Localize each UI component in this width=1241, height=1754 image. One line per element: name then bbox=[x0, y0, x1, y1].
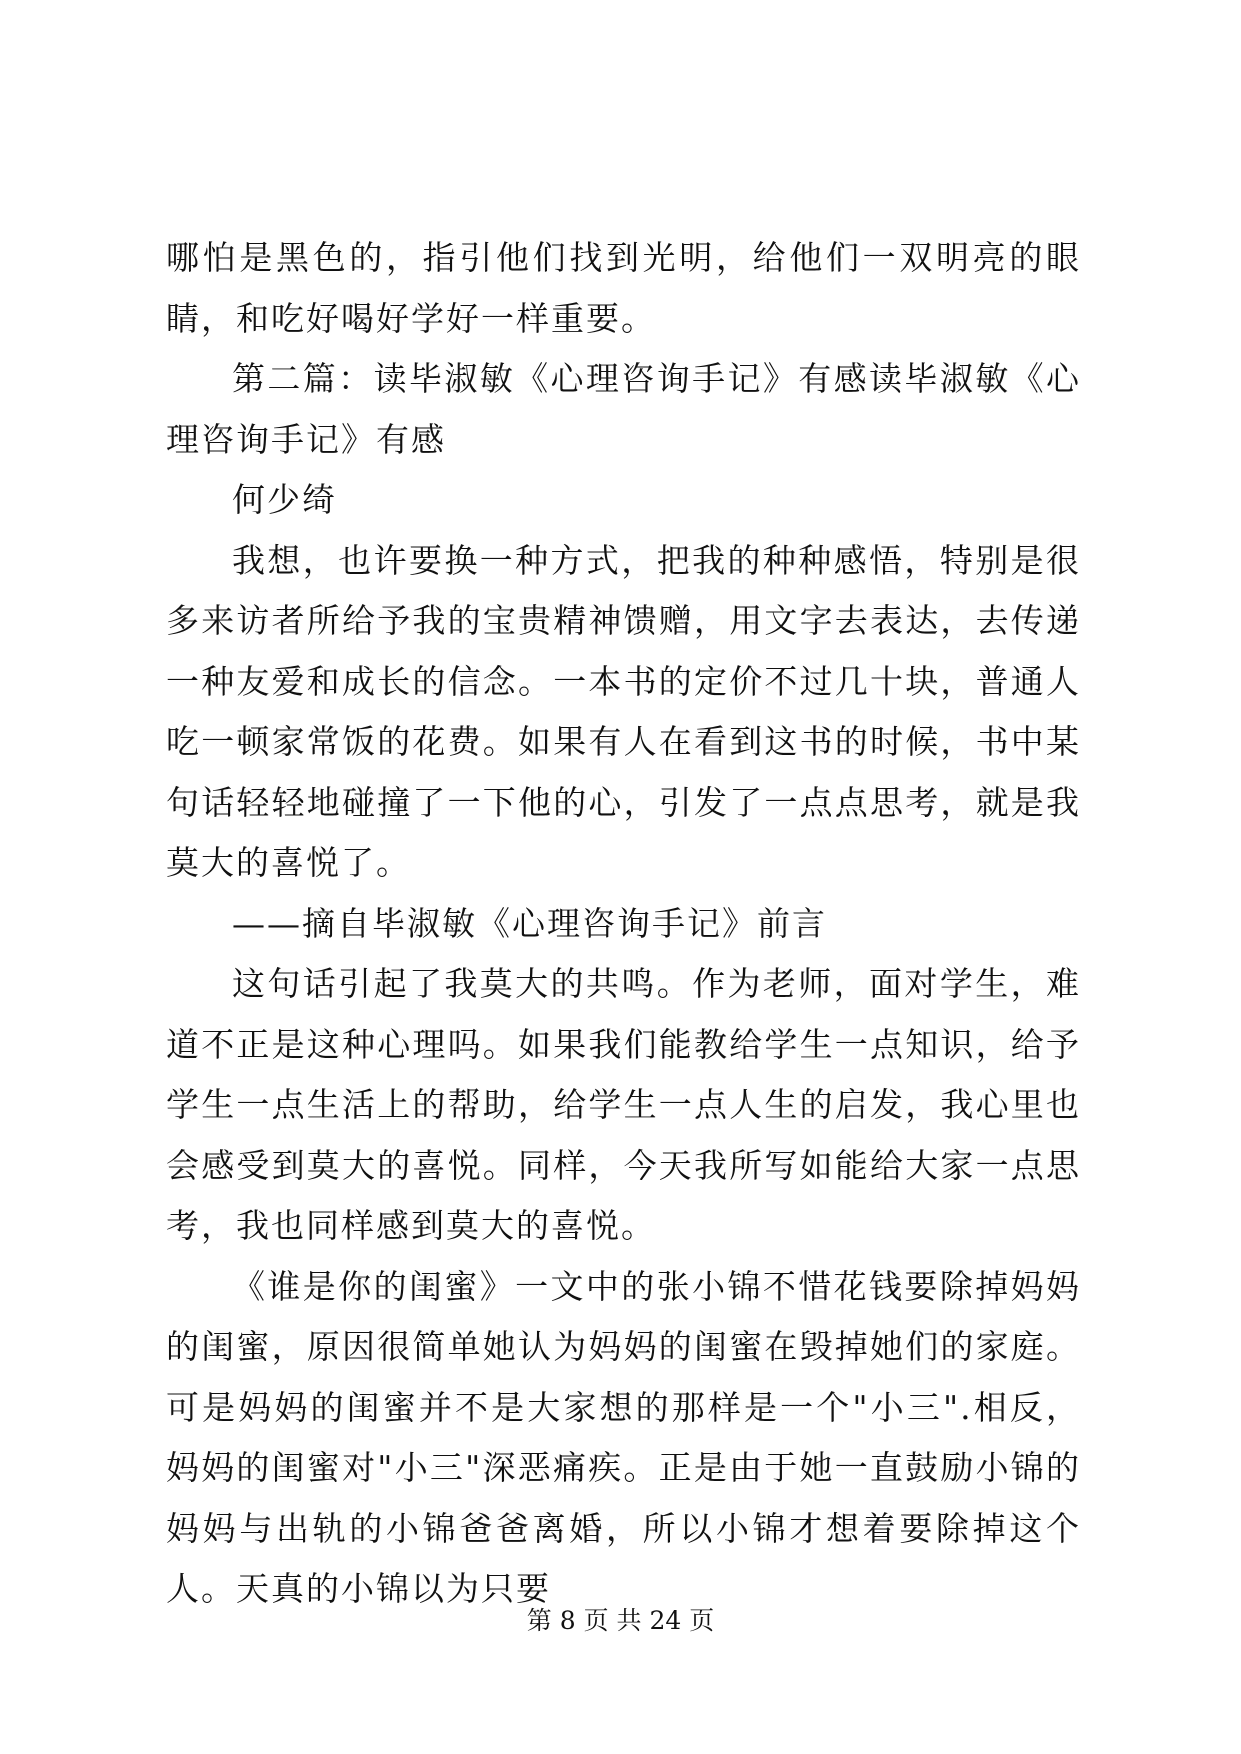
body-text bbox=[166, 228, 1081, 1620]
page-footer: 第 8 页 共 24 页 bbox=[526, 1606, 715, 1635]
body-paragraph: 这句话引起了我莫大的共鸣。作为老师，面对学生，难道不正是这种心理吗。如果我们能教给学生一点知识，给予学生一点生活上的帮助，给学生一点人生的启发，我心里也会感受到莫大的喜悦。同样，今天我所写如能给大家一点思考，我也同样感到莫大的喜悦。 bbox=[166, 964, 1081, 1245]
section-title: 第二篇：读毕淑敏《心理咨询手记》有感读毕淑敏《心理咨询手记》有感 bbox=[166, 359, 1081, 459]
author-name: 何少绮 bbox=[232, 480, 337, 519]
quote-paragraph: 我想，也许要换一种方式，把我的种种感悟，特别是很多来访者所给予我的宝贵精神馈赠，用文字去表达，去传递一种友爱和成长的信念。一本书的定价不过几十块，普通人吃一顿家常饭的花费。如果有人在看到这书的时候，书中某句话轻轻地碰撞了一下他的心，引发了一点点思考，就是我莫大的喜悦了。 bbox=[166, 540, 1081, 882]
body-paragraph: 《谁是你的闺蜜》一文中的张小锦不惜花钱要除掉妈妈的闺蜜，原因很简单她认为妈妈的闺蜜在毁掉她们的家庭。可是妈妈的闺蜜并不是大家想的那样是一个"小三".相反，妈妈的闺蜜对"小三"深恶痛疾。正是由于她一直鼓励小锦的妈妈与出轨的小锦爸爸离婚，所以小锦才想着要除掉这个人。天真的小锦以为只要 bbox=[166, 1266, 1081, 1608]
quote-source: ——摘自毕淑敏《心理咨询手记》前言 bbox=[232, 903, 827, 943]
paragraph-continuation: 哪怕是黑色的，指引他们找到光明，给他们一双明亮的眼睛，和吃好喝好学好一样重要。 bbox=[166, 238, 1081, 338]
